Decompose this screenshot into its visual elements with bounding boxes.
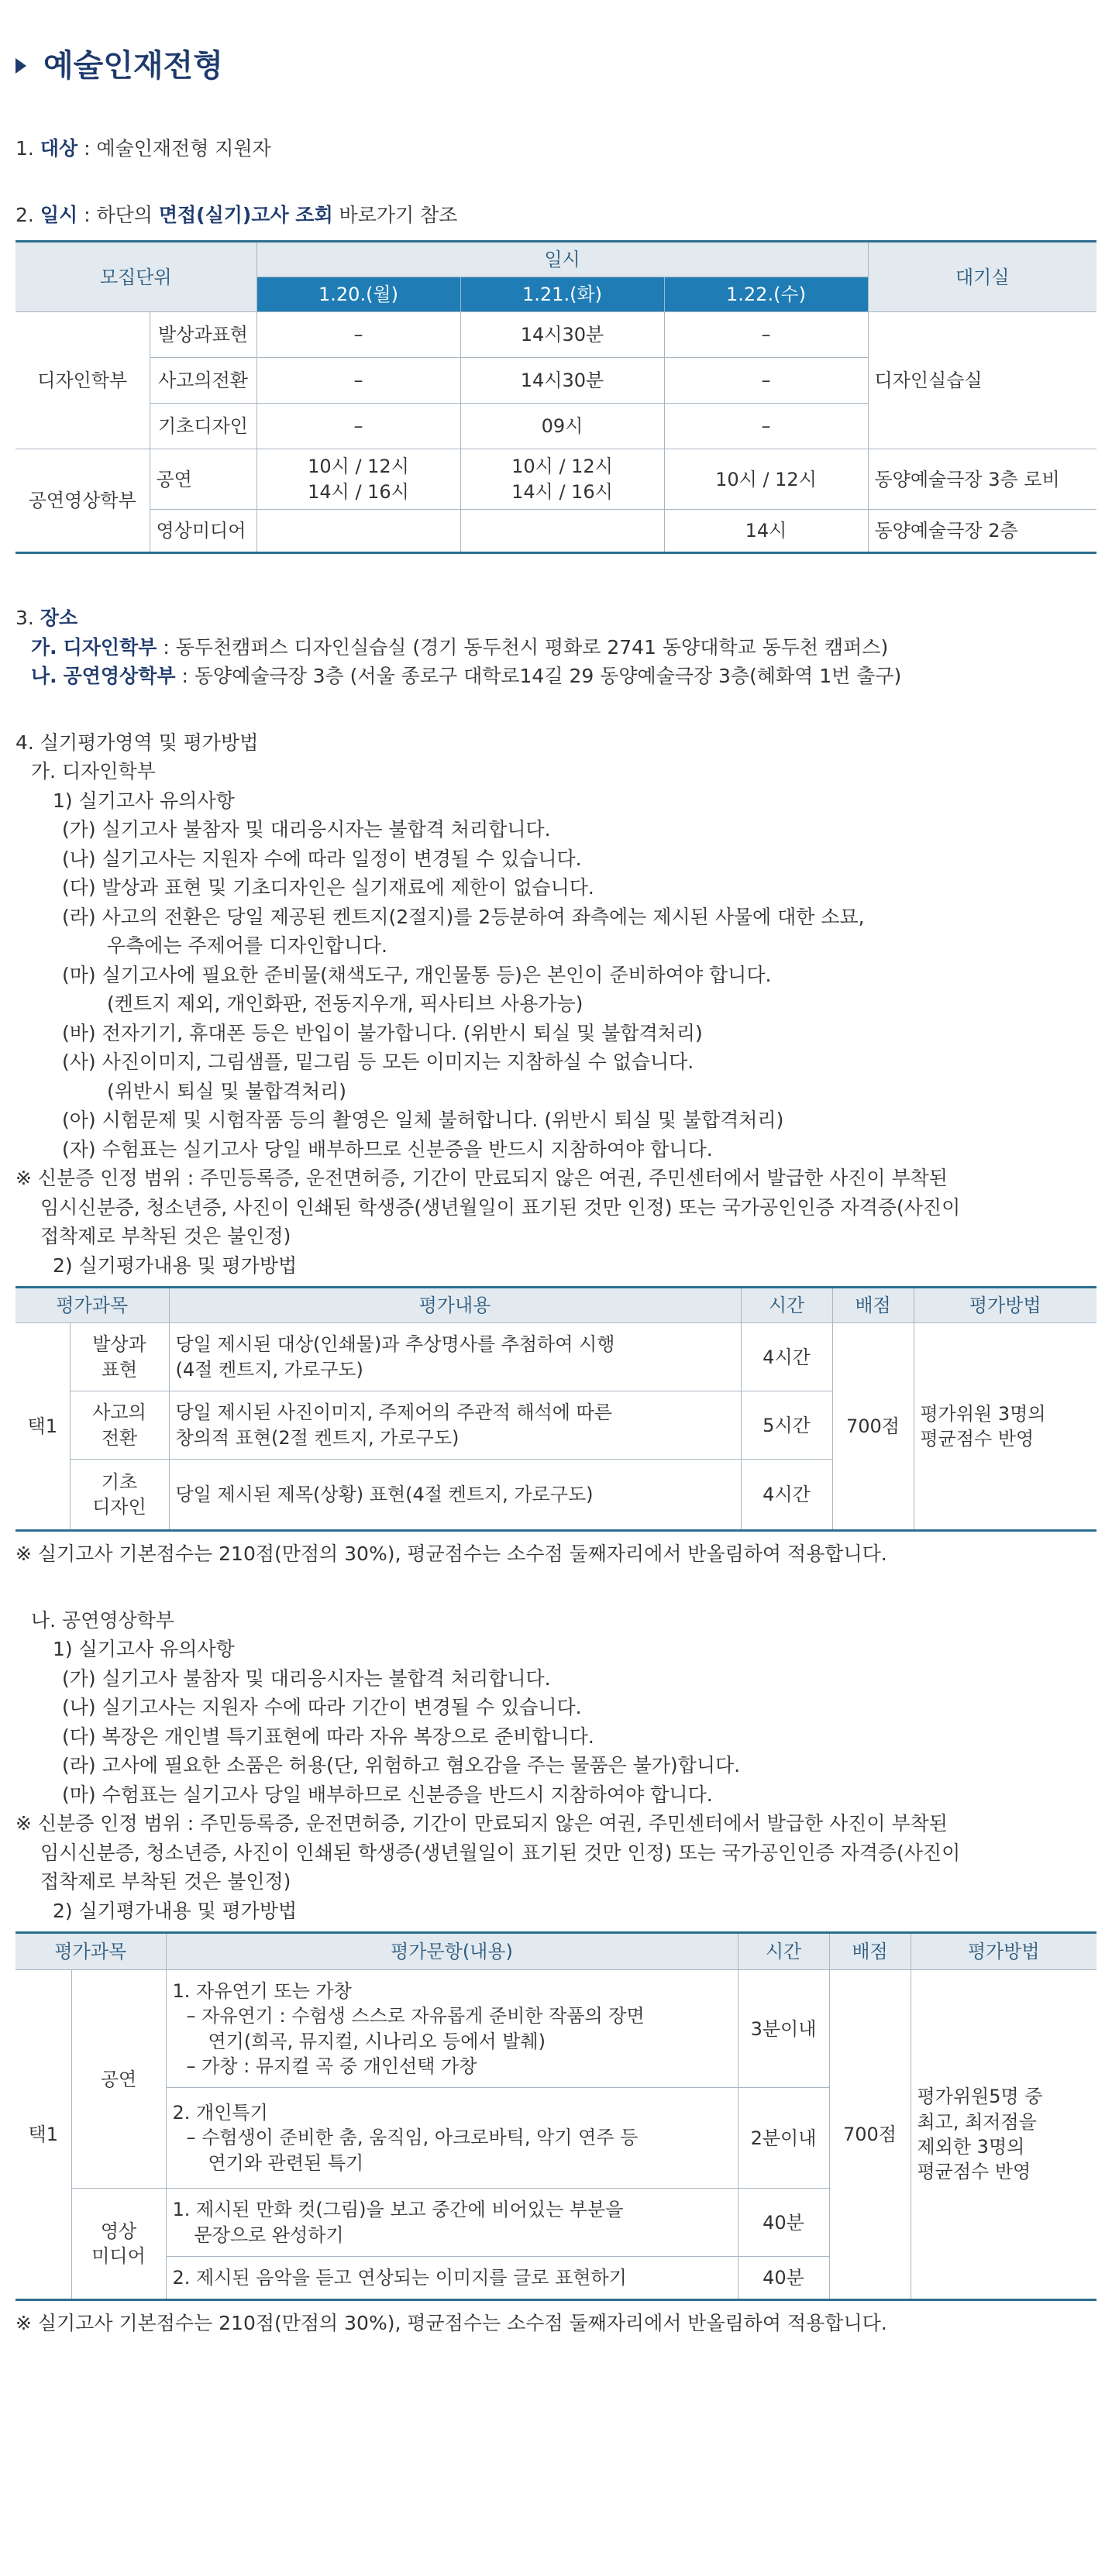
- header-score: 배점: [829, 1933, 911, 1970]
- subsection-sub: 2) 실기평가내용 및 평가방법: [53, 1899, 298, 1922]
- item-label: 공연영상학부: [63, 665, 176, 687]
- content-text: 1. 자유연기 또는 가창: [172, 1979, 352, 2002]
- section-label: 장소: [40, 607, 78, 629]
- method-cell: [911, 1970, 1097, 2300]
- subject-text: 기초: [101, 1470, 138, 1493]
- place-design: [15, 633, 1097, 662]
- time-cell: 4시간: [741, 1323, 832, 1391]
- time-cell: 40분: [738, 2257, 829, 2300]
- content-text: 연기와 관련된 특기: [208, 2151, 364, 2174]
- group-cell: 택1: [15, 1970, 71, 2300]
- group-cell: 택1: [15, 1323, 70, 1531]
- header-subject: 평가과목: [15, 1933, 166, 1970]
- section-label: 대상: [40, 137, 78, 160]
- subject-cell: 영상미디어: [150, 510, 256, 553]
- page-title-text: 예술인재전형: [43, 48, 223, 84]
- section-schedule: [15, 201, 1097, 230]
- section-text: 바로가기 참조: [332, 203, 458, 226]
- table-row: [15, 1323, 1097, 1391]
- table-row: [15, 510, 1097, 553]
- content-cell: [166, 2088, 738, 2189]
- content-cell: [169, 1323, 741, 1391]
- section-text: : 하단의: [77, 203, 159, 226]
- header-day-3: 1.22.(수): [664, 277, 868, 312]
- subject-text: 디자인: [92, 1496, 146, 1518]
- list-item: (마) 실기고사에 필요한 준비물(채색도구, 개인물통 등)은 본인이 준비하여야 합니다.: [62, 963, 772, 986]
- subject-text: 사고의: [92, 1401, 146, 1424]
- time-cell: 10시 / 12시: [664, 449, 868, 510]
- list-item-cont: (위반시 퇴실 및 불합격처리): [107, 1079, 346, 1102]
- time-cell: –: [256, 404, 460, 449]
- content-text: 2. 개인특기: [172, 2101, 268, 2124]
- time-cell: 4시간: [741, 1460, 832, 1531]
- id-note-cont: 접착제로 부착된 것은 불인정): [40, 1870, 291, 1893]
- subsection-title: 가. 디자인학부: [31, 760, 156, 782]
- header-day-2: 1.21.(화): [460, 277, 664, 312]
- method-cell: [914, 1323, 1097, 1531]
- time-cell: 40분: [738, 2189, 829, 2257]
- subject-cell: 발상과표현: [150, 312, 256, 358]
- time-cell: 14시30분: [460, 358, 664, 404]
- place-performing: [15, 662, 1097, 691]
- content-cell: [169, 1391, 741, 1460]
- list-item: (다) 발상과 표현 및 기초디자인은 실기재료에 제한이 없습니다.: [62, 876, 594, 899]
- time-cell: [460, 449, 664, 510]
- list-item: (자) 수험표는 실기고사 당일 배부하므로 신분증을 반드시 지참하여야 합니다.: [62, 1137, 713, 1161]
- content-text: – 수험생이 준비한 춤, 움직임, 아크로바틱, 악기 연주 등: [186, 2127, 639, 2149]
- performing-eval-table: [15, 1931, 1097, 2301]
- time-cell: –: [256, 312, 460, 358]
- content-text: 1. 제시된 만화 컷(그림)을 보고 중간에 비어있는 부분을: [172, 2199, 624, 2221]
- room-cell: 디자인실습실: [868, 312, 1097, 449]
- subsection-sub: 1) 실기고사 유의사항: [53, 1638, 235, 1660]
- schedule-table: [15, 240, 1097, 554]
- method-text: 평균점수 반영: [920, 1428, 1035, 1450]
- content-text: 창의적 표현(2절 켄트지, 가로구도): [175, 1426, 460, 1449]
- subject-text: 미디어: [91, 2245, 146, 2267]
- subject-text: 발상과: [92, 1333, 146, 1356]
- subject-cell: [70, 1323, 169, 1391]
- subject-cell: [70, 1460, 169, 1531]
- time-cell: [460, 510, 664, 553]
- time-text: 14시 / 16시: [308, 480, 409, 503]
- content-text: – 자유연기 : 수험생 스스로 자유롭게 준비한 작품의 장면: [186, 2005, 645, 2027]
- dept-cell: 디자인학부: [15, 312, 150, 449]
- time-cell: 2분이내: [738, 2088, 829, 2189]
- subject-cell: 기초디자인: [150, 404, 256, 449]
- header-day-1: 1.20.(월): [256, 277, 460, 312]
- room-cell: 동양예술극장 2층: [868, 510, 1097, 553]
- content-cell: [166, 2189, 738, 2257]
- content-text: 문장으로 완성하기: [194, 2223, 344, 2246]
- table-row: [15, 312, 1097, 358]
- time-cell: –: [256, 358, 460, 404]
- header-time: 시간: [741, 1288, 832, 1323]
- id-note-cont: 임시신분증, 청소년증, 사진이 인쇄된 학생증(생년월일이 표기된 것만 인정) 또는 국가공인인증 자격증(사진이: [40, 1195, 961, 1219]
- list-item: (라) 고사에 필요한 소품은 허용(단, 위험하고 혐오감을 주는 물품은 불가)합니다.: [62, 1754, 741, 1776]
- dept-cell: 공연영상학부: [15, 449, 150, 553]
- header-content: 평가문항(내용): [166, 1933, 738, 1970]
- id-note: ※ 신분증 인정 범위 : 주민등록증, 운전면허증, 기간이 만료되지 않은 여권, 주민센터에서 발급한 사진이 부착된: [15, 1167, 948, 1189]
- item-text: : 동양예술극장 3층 (서울 종로구 대학로14길 29 동양예술극장 3층(혜화역 1번 출구): [175, 665, 902, 687]
- section-number: 2.: [15, 203, 34, 226]
- subject-text: 표현: [101, 1358, 138, 1381]
- item-mark: 가.: [31, 635, 57, 659]
- table-row: [15, 1970, 1097, 2088]
- subject-cell: [70, 1391, 169, 1460]
- header-score: 배점: [832, 1288, 914, 1323]
- time-cell: 5시간: [741, 1391, 832, 1460]
- time-cell: [256, 449, 460, 510]
- method-text: 평균점수 반영: [917, 2161, 1031, 2183]
- list-item: (마) 수험표는 실기고사 당일 배부하므로 신분증을 반드시 지참하여야 합니다.: [62, 1783, 713, 1806]
- list-item-cont: (켄트지 제외, 개인화판, 전동지우개, 픽사티브 사용가능): [107, 992, 584, 1015]
- item-mark: 나.: [31, 665, 57, 687]
- list-item: (가) 실기고사 불참자 및 대리응시자는 불합격 처리합니다.: [62, 1666, 551, 1690]
- method-text: 평가위원 3명의: [920, 1402, 1046, 1425]
- header-room: 대기실: [868, 242, 1097, 312]
- subject-cell: [71, 2189, 166, 2300]
- time-cell: 09시: [460, 404, 664, 449]
- section-target: [15, 134, 1097, 163]
- id-note-cont: 임시신분증, 청소년증, 사진이 인쇄된 학생증(생년월일이 표기된 것만 인정) 또는 국가공인인증 자격증(사진이: [40, 1841, 961, 1864]
- content-text: 당일 제시된 대상(인쇄물)과 추상명사를 추첨하여 시행: [175, 1333, 615, 1356]
- subject-cell: 사고의전환: [150, 358, 256, 404]
- time-text: 14시 / 16시: [511, 480, 613, 503]
- list-item: (라) 사고의 전환은 당일 제공된 켄트지(2절지)를 2등분하여 좌측에는 제시된 사물에 대한 소묘,: [62, 905, 865, 928]
- id-note: ※ 신분증 인정 범위 : 주민등록증, 운전면허증, 기간이 만료되지 않은 여권, 주민센터에서 발급한 사진이 부착된: [15, 1812, 948, 1835]
- score-cell: 700점: [832, 1323, 914, 1531]
- content-text: 연기(희곡, 뮤지컬, 시나리오 등에서 발췌): [208, 2030, 546, 2052]
- header-method: 평가방법: [914, 1288, 1097, 1323]
- score-cell: 700점: [829, 1970, 911, 2300]
- list-item: (다) 복장은 개인별 특기표현에 따라 자유 복장으로 준비합니다.: [62, 1725, 594, 1748]
- header-unit: 모집단위: [15, 242, 256, 312]
- room-cell: 동양예술극장 3층 로비: [868, 449, 1097, 510]
- content-cell: 당일 제시된 제목(상황) 표현(4절 켄트지, 가로구도): [169, 1460, 741, 1531]
- page-title: [15, 43, 1097, 89]
- time-cell: –: [664, 312, 868, 358]
- subject-text: 영상: [100, 2220, 137, 2242]
- list-item: (나) 실기고사는 지원자 수에 따라 기간이 변경될 수 있습니다.: [62, 1696, 582, 1718]
- header-content: 평가내용: [169, 1288, 741, 1323]
- subject-cell: 공연: [71, 1970, 166, 2189]
- score-note: ※ 실기고사 기본점수는 210점(만점의 30%), 평균점수는 소수점 둘째자리에서 반올림하여 적용합니다.: [15, 1543, 887, 1565]
- score-note: ※ 실기고사 기본점수는 210점(만점의 30%), 평균점수는 소수점 둘째자리에서 반올림하여 적용합니다.: [15, 2312, 887, 2334]
- section-place: [15, 604, 1097, 633]
- subject-text: 전환: [101, 1426, 138, 1449]
- time-cell: –: [664, 358, 868, 404]
- time-cell: 14시30분: [460, 312, 664, 358]
- method-text: 최고, 최저점을: [917, 2110, 1037, 2133]
- content-text: 당일 제시된 사진이미지, 주제어의 주관적 해석에 따른: [175, 1401, 612, 1424]
- subject-cell: 공연: [150, 449, 256, 510]
- subsection-sub: 1) 실기고사 유의사항: [53, 789, 235, 812]
- item-text: : 동두천캠퍼스 디자인실습실 (경기 동두천시 평화로 2741 동양대학교 동두천 캠퍼스): [157, 635, 889, 659]
- design-eval-table: [15, 1286, 1097, 1532]
- section-number: 1.: [15, 137, 34, 160]
- section-label: 일시: [40, 203, 78, 226]
- method-text: 평가위원5명 중: [917, 2086, 1043, 2108]
- list-item-cont: 우측에는 주제어를 디자인합니다.: [107, 934, 387, 957]
- list-item: (나) 실기고사는 지원자 수에 따라 일정이 변경될 수 있습니다.: [62, 847, 582, 870]
- item-label: 디자인학부: [63, 635, 157, 659]
- section-number: 3.: [15, 607, 34, 629]
- method-text: 제외한 3명의: [917, 2136, 1025, 2158]
- interview-lookup-link[interactable]: 면접(실기)고사 조회: [158, 203, 333, 226]
- section-evaluation: 4. 실기평가영역 및 평가방법: [15, 731, 259, 754]
- list-item: (사) 사진이미지, 그림샘플, 밑그림 등 모든 이미지는 지참하실 수 없습니다.: [62, 1051, 694, 1073]
- time-cell: [256, 510, 460, 553]
- table-row: [15, 449, 1097, 510]
- list-item: (아) 시험문제 및 시험작품 등의 촬영은 일체 불허합니다. (위반시 퇴실 및 불합격처리): [62, 1109, 784, 1131]
- header-time: 시간: [738, 1933, 829, 1970]
- content-cell: [166, 1970, 738, 2088]
- time-cell: 14시: [664, 510, 868, 553]
- time-text: 10시 / 12시: [308, 456, 409, 478]
- triangle-bullet-icon: [15, 58, 26, 74]
- header-subject: 평가과목: [15, 1288, 169, 1323]
- time-text: 10시 / 12시: [511, 456, 613, 478]
- header-method: 평가방법: [911, 1933, 1097, 1970]
- list-item: (바) 전자기기, 휴대폰 등은 반입이 불가합니다. (위반시 퇴실 및 불합격처리): [62, 1021, 703, 1044]
- subsection-title: 나. 공연영상학부: [31, 1608, 174, 1632]
- header-date: 일시: [256, 242, 868, 277]
- subsection-sub: 2) 실기평가내용 및 평가방법: [53, 1254, 298, 1277]
- content-text: – 가창 : 뮤지컬 곡 중 개인선택 가창: [186, 2055, 477, 2077]
- section-text: : 예술인재전형 지원자: [77, 137, 271, 160]
- list-item: (가) 실기고사 불참자 및 대리응시자는 불합격 처리합니다.: [62, 818, 551, 841]
- time-cell: 3분이내: [738, 1970, 829, 2088]
- time-cell: –: [664, 404, 868, 449]
- content-text: (4절 켄트지, 가로구도): [175, 1358, 363, 1381]
- id-note-cont: 접착제로 부착된 것은 불인정): [40, 1225, 291, 1247]
- content-cell: 2. 제시된 음악을 듣고 연상되는 이미지를 글로 표현하기: [166, 2257, 738, 2300]
